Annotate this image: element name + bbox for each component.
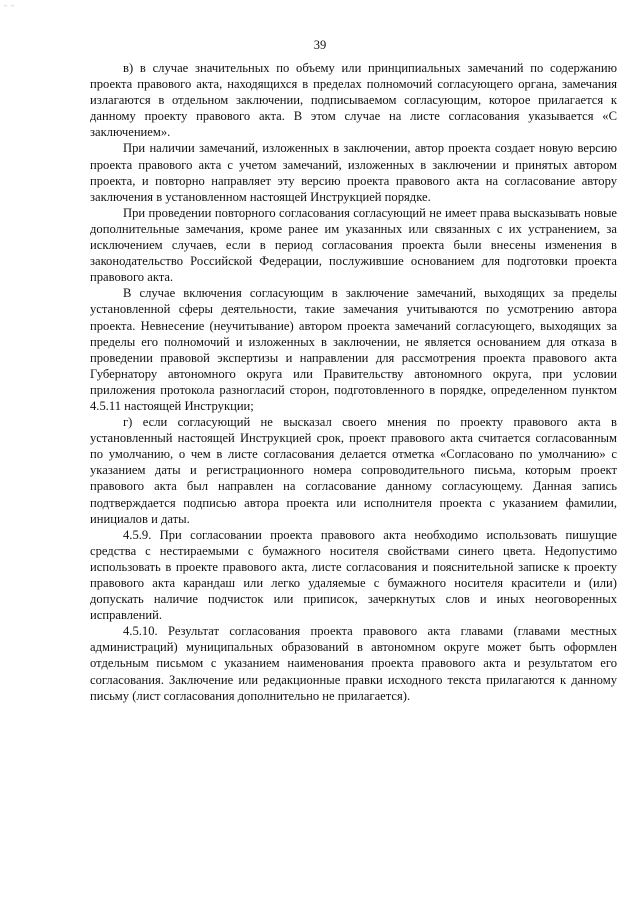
paragraph-4-5-9: 4.5.9. При согласовании проекта правового акта необходимо использовать пишущие средства с нестираемыми с бумажного носителя свойствами синего цвета. Недопустимо использовать в проекте правового акта, листе согласования и пояснительной записке к проекту правового акта карандаш или легко удаляемые с бумажного носителя красители и (или) допускать наличие подчисток или приписок, зачеркнутых слов и иных неоговоренных исправлений. (90, 527, 617, 623)
document-body (90, 60, 617, 704)
paragraph-new-version: При наличии замечаний, изложенных в заключении, автор проекта создает новую версию проекта правового акта с учетом замечаний, изложенных в заключении и принятых автором проекта, и повторно направляет эту версию проекта правового акта на согласование автору заключения в установленном настоящей Инструкцией порядке. (90, 141, 617, 204)
paragraph-repeat-approval: При проведении повторного согласования согласующий не имеет права высказывать новые дополнительные замечания, кроме ранее им указанных или связанных с их устранением, за исключением случаев, если в период согласования проекта были внесены изменения в законодательство Российской Федерации, послужившие основанием для подготовки проекта правового акта. (90, 205, 617, 285)
paragraph-g: г) если согласующий не высказал своего мнения по проекту правового акта в установленный настоящей Инструкцией срок, проект правового акта считается согласованным по умолчанию, о чем в листе согласования делается отметка «Согласовано по умолчанию» с указанием даты и регистрационного номера сопроводительного письма, которым проект правового акта был направлен на согласование данному согласующему. Данная запись подтверждается подписью автора проекта или исполнителя проекта с указанием фамилии, инициалов и даты. (90, 415, 617, 526)
scan-corner-mark: ~ ~ (4, 4, 15, 10)
page-number: 39 (313, 38, 327, 52)
paragraph-4-5-10: 4.5.10. Результат согласования проекта правового акта главами (главами местных администраций) муниципальных образований в автономном округе может быть оформлен отдельным письмом с указанием наименования проекта правового акта и результатом его согласования. Заключение или редакционные правки исходного текста прилагаются к данному письму (лист согласования дополнительно не прилагается). (90, 624, 617, 703)
paragraph-v: в) в случае значительных по объему или принципиальных замечаний по содержанию проекта правового акта, находящихся в пределах полномочий согласующего органа, замечания излагаются в отдельном заключении, подписываемом согласующим, которое прилагается к данному проекту правового акта. В этом случае на листе согласования указывается «С заключением». (90, 61, 617, 140)
paragraph-out-of-scope-remarks: В случае включения согласующим в заключение замечаний, выходящих за пределы установленной сферы деятельности, такие замечания учитываются по усмотрению автора проекта. Невнесение (неучитывание) автором проекта замечаний согласующего, выходящих за пределы его полномочий и изложенных в заключении, не является основанием для отказа в проведении правовой экспертизы и направлении для рассмотрения проекта правового акта Губернатору автономного округа или Правительству автономного округа, при условии приложения протокола разногласий сторон, подготовленного в порядке, определенном пунктом 4.5.11 настоящей Инструкции; (90, 286, 617, 413)
